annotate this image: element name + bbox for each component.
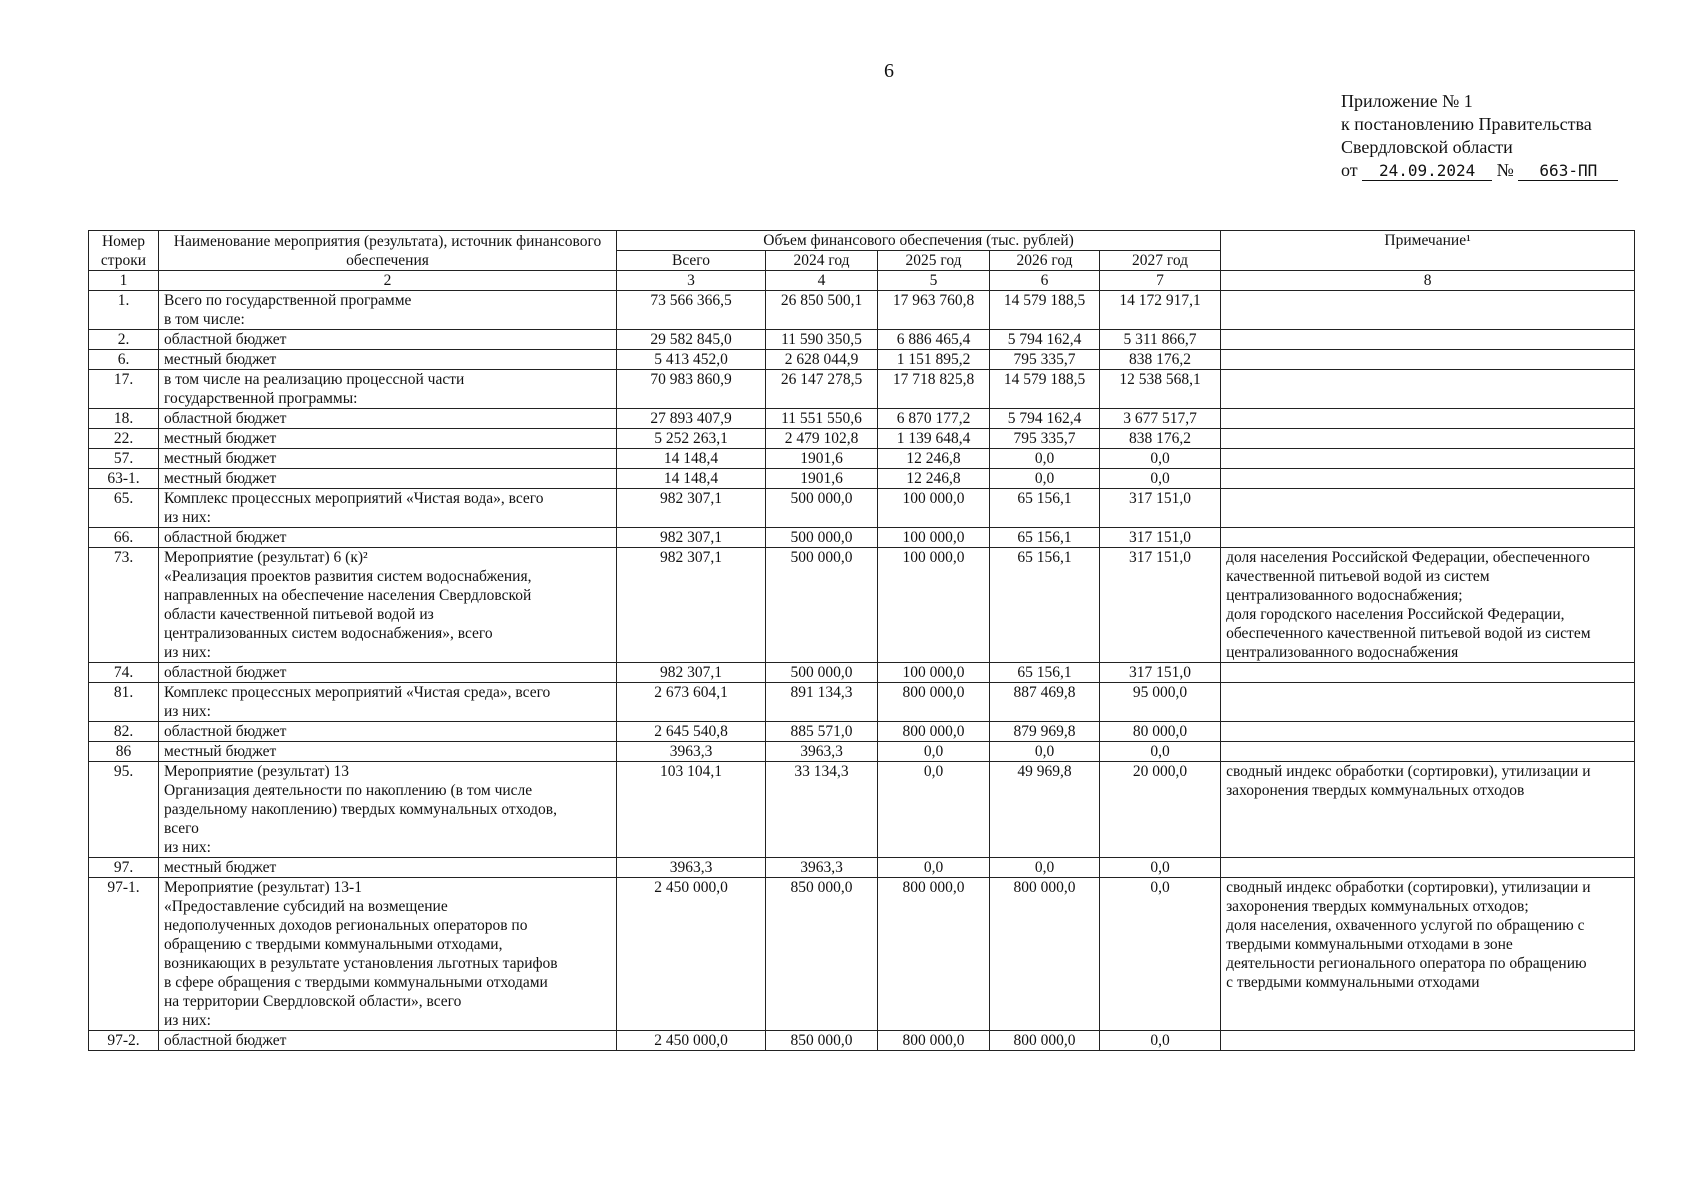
row-2027: 0,0 — [1100, 1031, 1221, 1051]
row-note — [1221, 663, 1635, 683]
header-2027: 2027 год — [1100, 251, 1221, 271]
row-2025: 12 246,8 — [878, 469, 990, 489]
row-2027: 317 151,0 — [1100, 489, 1221, 528]
appendix-title: Приложение № 1 — [1341, 91, 1473, 111]
row-2024: 500 000,0 — [766, 548, 878, 663]
row-number: 86 — [89, 742, 159, 762]
row-2024: 850 000,0 — [766, 1031, 878, 1051]
row-2026: 800 000,0 — [990, 1031, 1100, 1051]
row-2026: 887 469,8 — [990, 683, 1100, 722]
row-2025: 6 870 177,2 — [878, 409, 990, 429]
row-2024: 33 134,3 — [766, 762, 878, 858]
column-index: 6 — [990, 271, 1100, 291]
row-total: 982 307,1 — [617, 663, 766, 683]
column-index: 8 — [1221, 271, 1635, 291]
row-2025: 100 000,0 — [878, 528, 990, 548]
header-total: Всего — [617, 251, 766, 271]
row-2026: 65 156,1 — [990, 489, 1100, 528]
row-2027: 80 000,0 — [1100, 722, 1221, 742]
row-2026: 0,0 — [990, 469, 1100, 489]
row-name: областной бюджет — [159, 330, 617, 350]
row-note — [1221, 330, 1635, 350]
header-2026: 2026 год — [990, 251, 1100, 271]
row-2025: 6 886 465,4 — [878, 330, 990, 350]
column-index: 7 — [1100, 271, 1221, 291]
row-2027: 5 311 866,7 — [1100, 330, 1221, 350]
row-2025: 0,0 — [878, 742, 990, 762]
row-2027: 0,0 — [1100, 469, 1221, 489]
row-2027: 0,0 — [1100, 858, 1221, 878]
row-total: 982 307,1 — [617, 489, 766, 528]
row-note: сводный индекс обработки (сортировки), утилизации и захоронения твердых коммунальных отходов; доля населения, охваченного услугой по обращению с твердыми коммунальными отходами в зоне деятельности регионального оператора по обращению с твердыми коммунальными отходами — [1221, 878, 1635, 1031]
column-index-row — [89, 271, 1635, 291]
row-2027: 14 172 917,1 — [1100, 291, 1221, 330]
appendix-date-line — [1341, 159, 1618, 182]
from-label: от — [1341, 160, 1358, 180]
row-2027: 838 176,2 — [1100, 350, 1221, 370]
row-2024: 11 551 550,6 — [766, 409, 878, 429]
table-row — [89, 548, 1635, 663]
row-2024: 2 628 044,9 — [766, 350, 878, 370]
row-number: 97-2. — [89, 1031, 159, 1051]
page-number: 6 — [884, 60, 894, 82]
row-total: 14 148,4 — [617, 449, 766, 469]
row-name: местный бюджет — [159, 350, 617, 370]
row-2026: 5 794 162,4 — [990, 330, 1100, 350]
row-total: 27 893 407,9 — [617, 409, 766, 429]
row-total: 29 582 845,0 — [617, 330, 766, 350]
row-2024: 1901,6 — [766, 449, 878, 469]
row-2026: 5 794 162,4 — [990, 409, 1100, 429]
row-name: областной бюджет — [159, 409, 617, 429]
row-2026: 65 156,1 — [990, 548, 1100, 663]
financing-table — [88, 230, 1635, 1051]
row-note: сводный индекс обработки (сортировки), утилизации и захоронения твердых коммунальных отходов — [1221, 762, 1635, 858]
row-2027: 3 677 517,7 — [1100, 409, 1221, 429]
table-row — [89, 409, 1635, 429]
table-row — [89, 469, 1635, 489]
row-2025: 1 151 895,2 — [878, 350, 990, 370]
row-note — [1221, 1031, 1635, 1051]
row-total: 982 307,1 — [617, 528, 766, 548]
row-name: Комплекс процессных мероприятий «Чистая вода», всего из них: — [159, 489, 617, 528]
row-2025: 17 718 825,8 — [878, 370, 990, 409]
row-2025: 800 000,0 — [878, 878, 990, 1031]
header-name: Наименование мероприятия (результата), источник финансового обеспечения — [159, 231, 617, 271]
row-2024: 11 590 350,5 — [766, 330, 878, 350]
appendix-block — [1341, 90, 1618, 182]
row-total: 2 450 000,0 — [617, 1031, 766, 1051]
row-name: областной бюджет — [159, 663, 617, 683]
resolution-date: 24.09.2024 — [1362, 162, 1492, 181]
column-index: 2 — [159, 271, 617, 291]
row-name: в том числе на реализацию процессной части государственной программы: — [159, 370, 617, 409]
row-number: 65. — [89, 489, 159, 528]
row-note — [1221, 742, 1635, 762]
row-total: 3963,3 — [617, 858, 766, 878]
row-2025: 0,0 — [878, 762, 990, 858]
row-2026: 795 335,7 — [990, 350, 1100, 370]
row-2027: 0,0 — [1100, 878, 1221, 1031]
table-row — [89, 370, 1635, 409]
table-row — [89, 429, 1635, 449]
row-total: 982 307,1 — [617, 548, 766, 663]
column-index: 4 — [766, 271, 878, 291]
row-name: областной бюджет — [159, 722, 617, 742]
row-note — [1221, 489, 1635, 528]
row-note — [1221, 528, 1635, 548]
row-2025: 100 000,0 — [878, 489, 990, 528]
column-index: 1 — [89, 271, 159, 291]
row-2024: 891 134,3 — [766, 683, 878, 722]
row-name: местный бюджет — [159, 429, 617, 449]
row-name: областной бюджет — [159, 528, 617, 548]
row-2024: 26 850 500,1 — [766, 291, 878, 330]
column-index: 5 — [878, 271, 990, 291]
header-row-number: Номер строки — [89, 231, 159, 271]
row-2027: 838 176,2 — [1100, 429, 1221, 449]
row-2025: 100 000,0 — [878, 548, 990, 663]
resolution-number: 663-ПП — [1518, 162, 1618, 181]
row-2025: 800 000,0 — [878, 722, 990, 742]
row-2026: 14 579 188,5 — [990, 370, 1100, 409]
table-row — [89, 742, 1635, 762]
row-number: 82. — [89, 722, 159, 742]
row-2025: 17 963 760,8 — [878, 291, 990, 330]
row-2024: 500 000,0 — [766, 663, 878, 683]
row-2024: 885 571,0 — [766, 722, 878, 742]
table-row — [89, 350, 1635, 370]
row-total: 103 104,1 — [617, 762, 766, 858]
row-2024: 3963,3 — [766, 858, 878, 878]
appendix-line-2: к постановлению Правительства — [1341, 114, 1592, 134]
row-note — [1221, 409, 1635, 429]
row-total: 5 252 263,1 — [617, 429, 766, 449]
table-row — [89, 449, 1635, 469]
row-2026: 0,0 — [990, 449, 1100, 469]
row-2024: 850 000,0 — [766, 878, 878, 1031]
row-number: 2. — [89, 330, 159, 350]
row-2024: 500 000,0 — [766, 489, 878, 528]
row-2027: 12 538 568,1 — [1100, 370, 1221, 409]
appendix-line-3: Свердловской области — [1341, 137, 1513, 157]
row-2027: 0,0 — [1100, 742, 1221, 762]
row-2026: 65 156,1 — [990, 663, 1100, 683]
number-label: № — [1496, 160, 1514, 180]
table-row — [89, 663, 1635, 683]
row-2026: 879 969,8 — [990, 722, 1100, 742]
row-note — [1221, 858, 1635, 878]
row-2026: 800 000,0 — [990, 878, 1100, 1031]
row-number: 74. — [89, 663, 159, 683]
table-row — [89, 858, 1635, 878]
row-note — [1221, 291, 1635, 330]
table-row — [89, 528, 1635, 548]
row-2025: 12 246,8 — [878, 449, 990, 469]
row-name: Комплекс процессных мероприятий «Чистая среда», всего из них: — [159, 683, 617, 722]
row-2027: 317 151,0 — [1100, 663, 1221, 683]
row-name: Мероприятие (результат) 6 (к)² «Реализация проектов развития систем водоснабжения, направленных на обеспечение населения Свердловской области качественной питьевой водой из централизованных систем водоснабжения», всего из них: — [159, 548, 617, 663]
row-2025: 100 000,0 — [878, 663, 990, 683]
row-2027: 0,0 — [1100, 449, 1221, 469]
header-2025: 2025 год — [878, 251, 990, 271]
table-row — [89, 722, 1635, 742]
table-row — [89, 291, 1635, 330]
row-number: 81. — [89, 683, 159, 722]
row-number: 1. — [89, 291, 159, 330]
row-total: 5 413 452,0 — [617, 350, 766, 370]
row-note — [1221, 683, 1635, 722]
header-row-1 — [89, 231, 1635, 251]
row-2024: 26 147 278,5 — [766, 370, 878, 409]
row-name: местный бюджет — [159, 469, 617, 489]
row-2026: 49 969,8 — [990, 762, 1100, 858]
table-row — [89, 330, 1635, 350]
row-2025: 0,0 — [878, 858, 990, 878]
row-number: 97. — [89, 858, 159, 878]
row-total: 70 983 860,9 — [617, 370, 766, 409]
row-name: Всего по государственной программе в том числе: — [159, 291, 617, 330]
row-number: 63-1. — [89, 469, 159, 489]
row-total: 2 450 000,0 — [617, 878, 766, 1031]
row-2027: 20 000,0 — [1100, 762, 1221, 858]
row-2027: 317 151,0 — [1100, 528, 1221, 548]
row-note: доля населения Российской Федерации, обеспеченного качественной питьевой водой из систем централизованного водоснабжения; доля городского населения Российской Федерации, обеспеченного качественной питьевой водой из систем централизованного водоснабжения — [1221, 548, 1635, 663]
table-row — [89, 878, 1635, 1031]
row-2026: 14 579 188,5 — [990, 291, 1100, 330]
row-number: 17. — [89, 370, 159, 409]
row-2026: 0,0 — [990, 858, 1100, 878]
table-body — [89, 291, 1635, 1051]
row-number: 95. — [89, 762, 159, 858]
header-note: Примечание¹ — [1221, 231, 1635, 271]
row-2025: 800 000,0 — [878, 683, 990, 722]
row-2024: 500 000,0 — [766, 528, 878, 548]
row-total: 3963,3 — [617, 742, 766, 762]
row-note — [1221, 449, 1635, 469]
row-note — [1221, 350, 1635, 370]
row-number: 6. — [89, 350, 159, 370]
row-number: 22. — [89, 429, 159, 449]
row-total: 73 566 366,5 — [617, 291, 766, 330]
column-index: 3 — [617, 271, 766, 291]
row-2027: 95 000,0 — [1100, 683, 1221, 722]
row-total: 2 645 540,8 — [617, 722, 766, 742]
row-name: местный бюджет — [159, 742, 617, 762]
row-number: 57. — [89, 449, 159, 469]
row-number: 18. — [89, 409, 159, 429]
row-number: 66. — [89, 528, 159, 548]
row-name: местный бюджет — [159, 858, 617, 878]
row-number: 73. — [89, 548, 159, 663]
row-2027: 317 151,0 — [1100, 548, 1221, 663]
row-note — [1221, 370, 1635, 409]
row-note — [1221, 429, 1635, 449]
row-name: Мероприятие (результат) 13 Организация деятельности по накоплению (в том числе раздельному накоплению) твердых коммунальных отходов, всего из них: — [159, 762, 617, 858]
row-note — [1221, 469, 1635, 489]
row-total: 2 673 604,1 — [617, 683, 766, 722]
row-note — [1221, 722, 1635, 742]
row-2024: 1901,6 — [766, 469, 878, 489]
row-name: областной бюджет — [159, 1031, 617, 1051]
row-2026: 795 335,7 — [990, 429, 1100, 449]
row-2025: 1 139 648,4 — [878, 429, 990, 449]
row-total: 14 148,4 — [617, 469, 766, 489]
header-2024: 2024 год — [766, 251, 878, 271]
row-2024: 2 479 102,8 — [766, 429, 878, 449]
row-number: 97-1. — [89, 878, 159, 1031]
row-2025: 800 000,0 — [878, 1031, 990, 1051]
table-row — [89, 762, 1635, 858]
row-2024: 3963,3 — [766, 742, 878, 762]
table-row — [89, 489, 1635, 528]
row-2026: 0,0 — [990, 742, 1100, 762]
row-name: Мероприятие (результат) 13-1 «Предоставление субсидий на возмещение недополученных доходов региональных операторов по обращению с твердыми коммунальными отходами, возникающих в результате установления льготных тарифов в сфере обращения с твердыми коммунальными отходами на территории Свердловской области», всего из них: — [159, 878, 617, 1031]
row-2026: 65 156,1 — [990, 528, 1100, 548]
row-name: местный бюджет — [159, 449, 617, 469]
table-row — [89, 1031, 1635, 1051]
table-row — [89, 683, 1635, 722]
header-finance-group: Объем финансового обеспечения (тыс. рублей) — [617, 231, 1221, 251]
